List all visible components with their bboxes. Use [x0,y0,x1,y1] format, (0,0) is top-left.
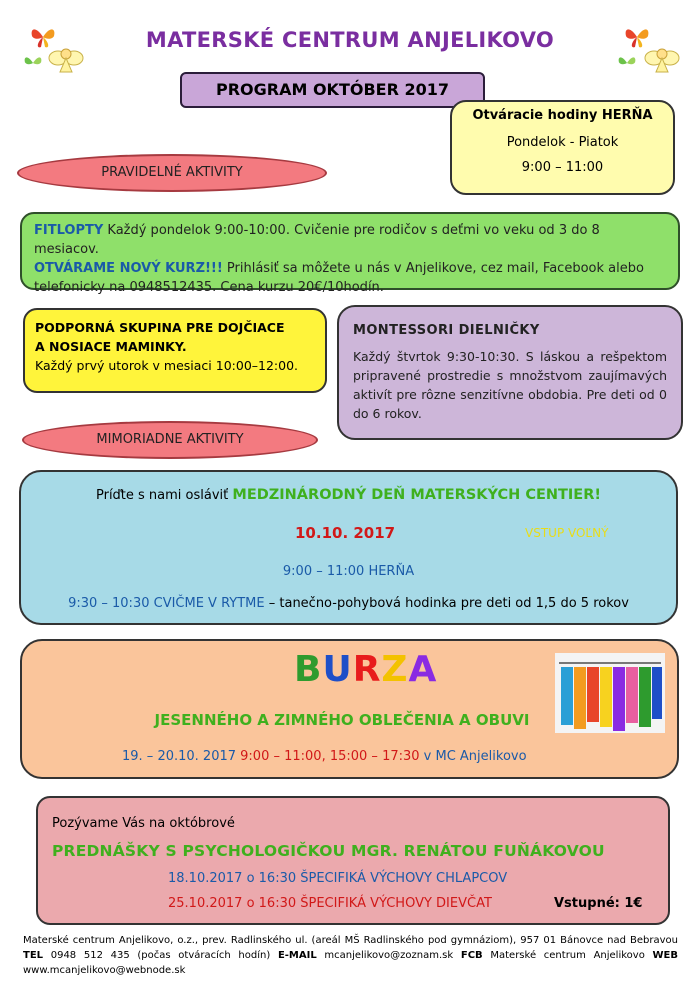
butterfly-icon [22,52,44,74]
burza-letter: Z [381,649,409,690]
lectures-invite: Pozývame Vás na októbrové [52,816,235,831]
burza-subtitle: JESENNÉHO A ZIMNÉHO OBLEČENIA A OBUVI [154,711,530,729]
lecture-2: 25.10.2017 o 16:30 ŠPECIFIKÁ VÝCHOVY DIEVČAT [168,896,492,911]
footer-contact [23,933,678,978]
section-regular-activities: PRAVIDELNÉ AKTIVITY [17,154,327,192]
butterfly-icon [616,52,638,74]
burza-letter: U [322,649,353,690]
international-day-date: 10.10. 2017 [295,524,396,542]
free-entry-label: VSTUP VOĽNÝ [525,526,609,540]
support-group-title-1: PODPORNÁ SKUPINA PRE DOJČIACE [35,320,285,335]
section-special-activities: MIMORIADNE AKTIVITY [22,421,318,459]
footer-email: mcanjelikovo@zoznam.sk [316,950,461,961]
burza-box [20,639,679,779]
burza-when [122,749,527,764]
international-day-box [19,470,678,625]
support-group-title-2: A NOSIACE MAMINKY. [35,339,187,354]
burza-dates: 19. – 20.10. 2017 [122,749,237,764]
support-group-box [23,308,327,393]
fitlopty-name: FITLOPTY [34,223,104,238]
fitlopty-box [20,212,680,295]
montessori-heading: MONTESSORI DIELNIČKY [353,323,540,338]
fitlopty-text: Každý pondelok 9:00-10:00. Cvičenie pre rodičov s deťmi vo veku od 3 do 8 mesiacov. [34,223,600,257]
program-label: PROGRAM OKTÓBER 2017 [180,72,485,108]
rhythm-title: 9:30 – 10:30 CVIČME V RYTME [68,596,265,611]
footer-fcb: Materské centrum Anjelikovo [482,950,653,961]
international-day-title: MEDZINÁRODNÝ DEŇ MATERSKÝCH CENTIER! [232,487,601,503]
montessori-text: Každý štvrtok 9:30-10:30. S láskou a rešpektom pripravené prostredie s množstvom zaujímavých aktivít pre rôzne senzitívne obdobia. Pre deti od 0 do 6 rokov. [353,349,667,421]
footer-tel-label: TEL [23,950,44,961]
opening-hours-days: Pondelok - Piatok [506,135,619,150]
montessori-box [337,305,683,440]
rhythm-row [21,596,676,611]
herna-time: 9:00 – 11:00 HERŇA [282,564,415,579]
footer-email-label: E-MAIL [277,950,317,961]
burza-letter: B [294,649,323,690]
footer-address: Materské centrum Anjelikovo, o.z., prev. Radlinského ul. (areál MŠ Radlinského pod gymnáziom), 957 01 Bánovce nad Bebravou [23,935,678,946]
support-group-text: Každý prvý utorok v mesiaci 10:00–12:00. [35,358,299,373]
page-title: MATERSKÉ CENTRUM ANJELIKOVO [145,28,555,52]
lectures-box [36,796,670,925]
international-day-intro-row [21,487,676,503]
new-course-label: OTVÁRAME NOVÝ KURZ!!! [34,261,223,276]
footer-web-label: WEB [652,950,678,961]
lectures-heading: PREDNÁŠKY S PSYCHOLOGIČKOU MGR. RENÁTOU FUŇÁKOVOU [52,842,605,860]
footer-web: www.mcanjelikovo@webnode.sk [23,965,186,976]
footer-tel: 0948 512 435 (počas otváracích hodín) [43,950,278,961]
burza-letter: A [408,649,438,690]
burza-place: v MC Anjelikovo [419,749,527,764]
burza-letter: R [352,649,382,690]
opening-hours-box [450,100,675,195]
footer-fcb-label: FCB [460,950,483,961]
lecture-fee: Vstupné: 1€ [554,896,643,911]
lecture-1: 18.10.2017 o 16:30 ŠPECIFIKÁ VÝCHOVY CHLAPCOV [168,871,508,886]
burza-times: 9:00 – 11:00, 15:00 – 17:30 [236,749,420,764]
international-day-intro: Príďte s nami osláviť [95,488,233,503]
opening-hours-heading: Otváracie hodiny HERŇA [472,108,653,123]
burza-title [294,649,437,690]
rhythm-description: – tanečno-pohybová hodinka pre deti od 1,5 do 5 rokov [264,596,629,611]
opening-hours-time: 9:00 – 11:00 [521,160,604,175]
fitlopty-signup-text: Prihlásiť sa môžete u nás v Anjelikove, cez mail, Facebook alebo telefonicky na 0948512435. Cena kurzu 20€/10hodín. [34,261,644,295]
